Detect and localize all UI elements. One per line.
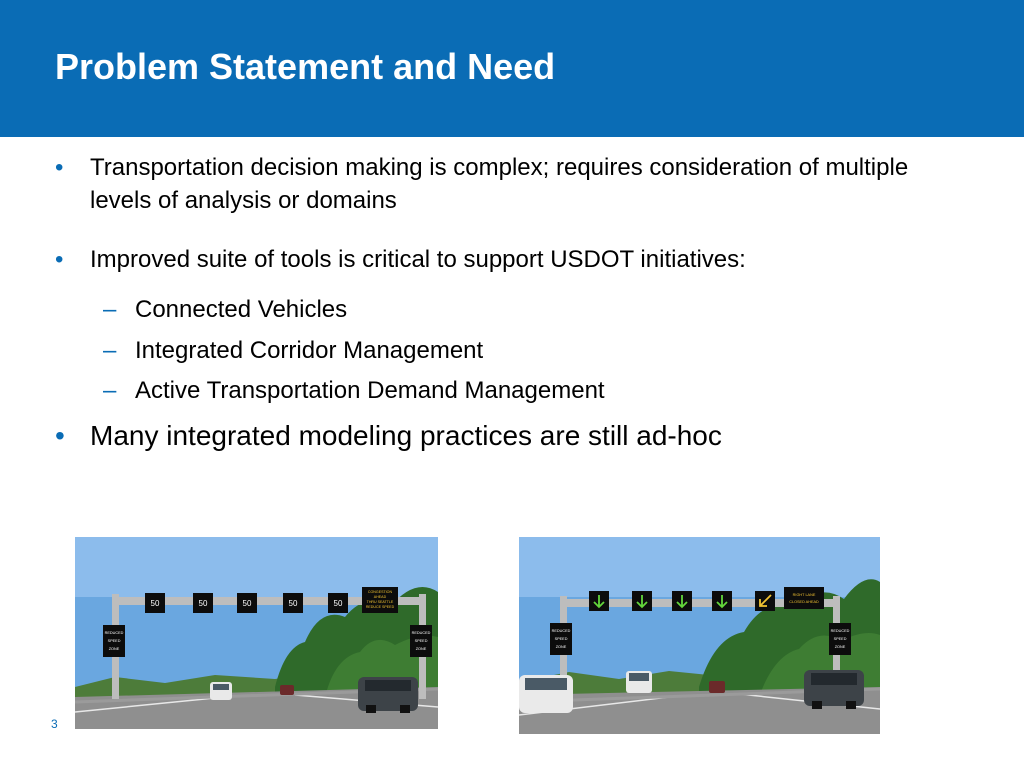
side-sign-line: ZONE [415,647,427,651]
speed-sign-value: 50 [150,599,160,608]
title-bar [0,0,1024,137]
message-sign-line: RIGHT LANE [792,593,816,597]
message-sign-line: THRU SEATTLE [366,600,394,604]
message-sign-line: CONGESTION [367,590,393,594]
sub-bullet-text: Active Transportation Demand Management [135,377,605,404]
highway-photo-lane-arrows [519,537,880,734]
side-sign-line: SPEED [554,637,568,641]
bullet-marker: • [55,154,64,181]
bullet-item [55,418,975,458]
side-sign-line: REDUCED [830,629,850,633]
bullet-marker: • [55,246,64,273]
highway-photo-speed-signs [75,537,438,729]
side-sign-line: REDUCED [551,629,571,633]
speed-sign-value: 50 [242,599,252,608]
sub-bullet-text: Integrated Corridor Management [135,337,484,364]
sub-bullet-text: Connected Vehicles [135,296,348,323]
slide-number: 3 [51,717,58,731]
bullet-text: Many integrated modeling practices are still ad-hoc [90,420,722,451]
message-sign-line: AHEAD [373,595,387,599]
side-sign-line: SPEED [833,637,847,641]
slide-title: Problem Statement and Need [55,46,556,87]
speed-sign-value: 50 [288,599,298,608]
message-sign-line: CLOSED AHEAD [789,600,819,604]
speed-sign-value: 50 [198,599,208,608]
side-sign-line: REDUCED [104,631,124,635]
message-sign-line: REDUCE SPEED [365,605,395,609]
bullet-item [55,243,975,277]
sub-bullet-marker: – [103,296,117,323]
side-sign-line: SPEED [414,639,428,643]
bullet-marker: • [55,420,65,451]
sub-bullet-marker: – [103,337,117,364]
bullet-text: Improved suite of tools is critical to support USDOT initiatives: [90,246,746,273]
bullet-item [55,151,975,221]
side-sign-line: ZONE [108,647,120,651]
side-sign-line: SPEED [107,639,121,643]
side-sign-line: ZONE [834,645,846,649]
speed-sign-value: 50 [333,599,343,608]
bullet-text: Transportation decision making is complex; requires consideration of multiple levels of analysis or domains [90,154,909,214]
side-sign-line: ZONE [555,645,567,649]
sub-bullet-marker: – [103,377,117,404]
side-sign-line: REDUCED [411,631,431,635]
